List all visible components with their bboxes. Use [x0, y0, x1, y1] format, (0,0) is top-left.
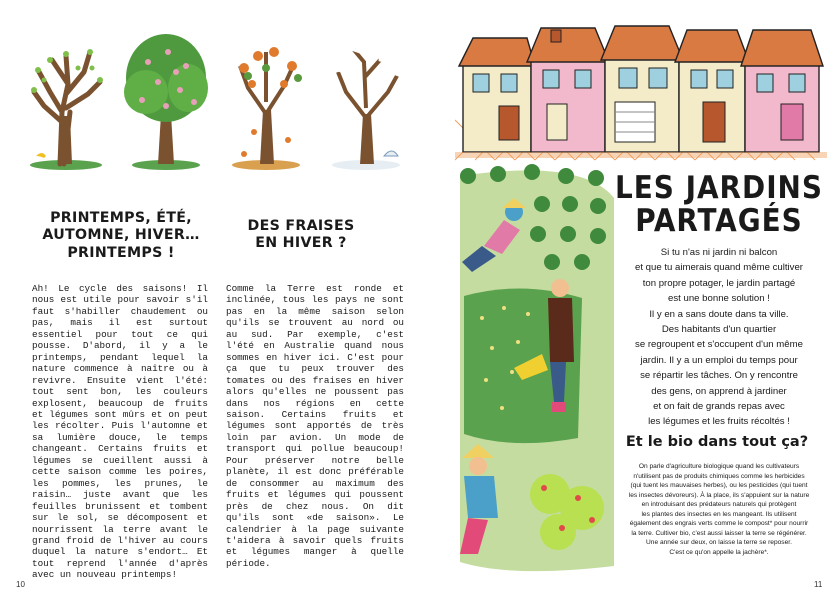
- seasons-paragraph: Ah! Le cycle des saisons! Il nous est utile pour savoir s'il faut s'habiller chaudement ou pas, mais il est surtout essentiel pour tout ce qui pousse. D'abord, il y a le printemps, pendant lequel la nature commence à naître ou à revivre. Ensuite vient l'été: tout sent bon, les couleurs explosent, beaucoup de fruits et légumes sont mûrs et on peut les récolter. Puis l'automne et sa lumière douce, le temps changeant. Certains fruits et légumes se cueillent aussi à cette saison comme les poires, les pommes, les prunes, le raisin… juste avant que les feuilles brunissent et tombent sur le sol, se décomposent et nourrissent la terre avant le grand froid de l'hiver au cours duquel la nature s'endort… Et tout reprend l'année d'après avec un nouveau printemps!: [32, 283, 208, 581]
- heading-strawberries-line: EN HIVER ?: [255, 235, 347, 252]
- intro-line: et que tu aimerais quand même cultiver: [635, 262, 803, 274]
- intro-line: des gens, on apprend à jardiner: [651, 385, 787, 397]
- organic-line: Une année sur deux, on laisse la terre se reposer.: [646, 539, 792, 547]
- organic-line: C'est ce qu'on appelle la jachère*.: [669, 548, 769, 556]
- seasons-body-text: [32, 283, 208, 581]
- organic-line: la terre. Cultiver bio, c'est aussi laisser la terre se régénérer.: [631, 529, 807, 537]
- heading-seasons-line: AUTOMNE, HIVER…: [42, 227, 200, 244]
- organic-subtitle: Et le bio dans tout ça?: [625, 434, 809, 450]
- autumn-tree-icon: [232, 47, 302, 170]
- intro-line: se regroupent et s'occupent d'un même: [635, 339, 803, 351]
- page-number-right: 11: [814, 580, 823, 589]
- intro-line: Il y en a sans doute dans ta ville.: [649, 308, 789, 320]
- intro-line: est une bonne solution !: [668, 293, 770, 305]
- summer-tree-icon: [124, 34, 208, 170]
- organic-line: également des engrais verts comme le compost* pour nourrir: [629, 520, 809, 528]
- intro-line: ton propre potager, le jardin partagé: [642, 277, 796, 289]
- organic-line: On parle d'agriculture biologique quand les cultivateurs: [638, 463, 800, 470]
- intro-line: Si tu n'as ni jardin ni balcon: [660, 247, 778, 258]
- intro-line: jardin. Il y a un emploi du temps pour: [640, 354, 798, 366]
- intro-line: se répartir les tâches. On y rencontre: [640, 370, 798, 382]
- gardeners-illustration: [432, 158, 628, 578]
- heading-seasons: [26, 210, 216, 262]
- strawberries-paragraph: Comme la Terre est ronde et inclinée, tous les pays ne sont pas en la même saison selon qu'ils se trouvent au nord ou au sud. Par exemple, c'est l'été en Australie quand nous sommes en hiver ici. C'est pour ça que tu peux trouver des tomates ou des fraises en hiver alors qu'elles ne poussent pas dans nos régions en cette saison. Certains fruits et légumes sont apportés de très loin par avion. Un mode de transport qui pollue beaucoup! Pour préserver notre belle planète, il est donc préférable de consommer au maximum des fruits et légumes qui poussent près de chez nous. On dit qu'ils sont «de saison». Le calendrier à la page suivante t'aidera à savoir quels fruits et légumes manger à quelle période.: [226, 283, 404, 569]
- heading-seasons-line: PRINTEMPS !: [67, 244, 175, 261]
- intro-line: Des habitants d'un quartier: [661, 324, 777, 336]
- organic-line: (qui tuent les mauvaises herbes), ou les pesticides (qui tuent: [630, 482, 808, 490]
- organic-body-text: [606, 462, 832, 557]
- page-title: [612, 172, 826, 238]
- page-title-line: PARTAGÉS: [635, 203, 803, 239]
- seasons-trees-illustration: [8, 22, 408, 174]
- organic-line: les plantes des insectes en les mangeant. Ils utilisent: [641, 510, 797, 518]
- page-number-left: 10: [16, 580, 25, 589]
- heading-strawberries: [226, 218, 376, 253]
- spring-tree-icon: [30, 49, 103, 170]
- shared-gardens-intro: [608, 245, 830, 430]
- organic-line: n'utilisent pas de produits chimiques comme les herbicides: [633, 472, 805, 480]
- page-title-line: LES JARDINS: [614, 170, 823, 206]
- intro-line: et on fait de grands repas avec: [653, 401, 785, 413]
- intro-line: les légumes et les fruits récoltés !: [648, 416, 790, 428]
- strawberries-body-text: [226, 283, 404, 569]
- organic-line: les insectes dévoreurs). À la place, ils s'appuient sur la nature: [628, 491, 810, 499]
- winter-tree-icon: [332, 50, 401, 170]
- heading-strawberries-line: DES FRAISES: [247, 218, 355, 234]
- row-houses-illustration: [455, 10, 827, 168]
- heading-seasons-line: PRINTEMPS, ÉTÉ,: [50, 210, 192, 226]
- organic-line: en introduisant des prédateurs naturels qui protègent: [641, 501, 797, 509]
